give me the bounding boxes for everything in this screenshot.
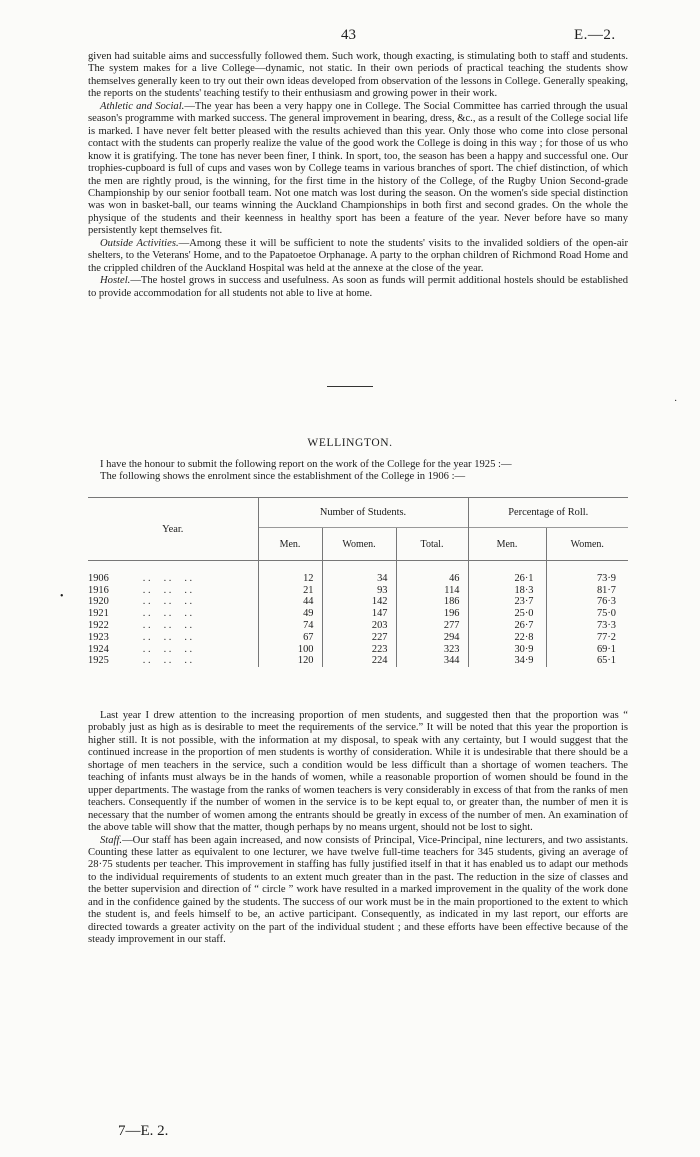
table-row bbox=[88, 585, 628, 597]
percentage-group-header: Percentage of Roll. bbox=[468, 498, 628, 528]
paragraph-lead: Athletic and Social. bbox=[100, 100, 185, 112]
paragraph-lead: Hostel. bbox=[100, 275, 131, 287]
page-number: 43 bbox=[341, 27, 356, 43]
year-value: 1916 bbox=[88, 584, 109, 596]
cell-pct-men: 25·0 bbox=[468, 608, 546, 620]
cell-year bbox=[88, 608, 258, 620]
students-group-header: Number of Students. bbox=[258, 498, 468, 528]
paragraph-outside-activities bbox=[88, 238, 628, 275]
paragraph-lead: Staff. bbox=[100, 834, 123, 846]
cell-women: 227 bbox=[322, 632, 396, 644]
cell-pct-women: 77·2 bbox=[546, 632, 628, 644]
enrolment-table bbox=[88, 497, 628, 667]
cell-year bbox=[88, 644, 258, 656]
table-group-header bbox=[88, 498, 628, 528]
cell-total: 186 bbox=[396, 596, 468, 608]
col-pct-men: Men. bbox=[468, 528, 546, 561]
paragraph-staff bbox=[88, 835, 628, 947]
intro-section bbox=[88, 51, 628, 300]
paragraph bbox=[88, 51, 628, 101]
cell-year bbox=[88, 632, 258, 644]
cell-men: 49 bbox=[258, 608, 322, 620]
closing-section bbox=[88, 710, 628, 947]
cell-pct-women: 81·7 bbox=[546, 585, 628, 597]
cell-men: 74 bbox=[258, 620, 322, 632]
paragraph-proportion bbox=[88, 710, 628, 835]
dot-leader: . . . . . . bbox=[142, 643, 193, 655]
cell-pct-men: 22·8 bbox=[468, 632, 546, 644]
dot-leader: . . . . . . bbox=[142, 584, 193, 596]
cell-pct-men: 23·7 bbox=[468, 596, 546, 608]
opening-line: The following shows the enrolment since the establishment of the College in 1906 :— bbox=[100, 471, 466, 483]
paragraph-lead: Outside Activities. bbox=[100, 237, 179, 249]
paragraph-hostel bbox=[88, 275, 628, 300]
signature-code: 7—E. 2. bbox=[118, 1123, 169, 1139]
paragraph-text: —Among these it will be sufficient to note the students' visits to the invalided soldiers of the open-air shelters, to the Veterans' Home, and to the Papatoetoe Orphanage. A party to the orphan children of Richmond Road Home and the crippled children of the Auckland Hospital was held at the annexe at the close of the year. bbox=[88, 237, 628, 274]
cell-women: 203 bbox=[322, 620, 396, 632]
margin-mark: · bbox=[674, 396, 678, 407]
cell-year bbox=[88, 596, 258, 608]
cell-pct-women: 75·0 bbox=[546, 608, 628, 620]
dot-leader: . . . . . . bbox=[142, 619, 193, 631]
cell-total: 294 bbox=[396, 632, 468, 644]
cell-women: 93 bbox=[322, 585, 396, 597]
table-spacer bbox=[88, 561, 628, 573]
table-row bbox=[88, 573, 628, 585]
paragraph-athletic-social bbox=[88, 101, 628, 238]
opening-line: I have the honour to submit the following report on the work of the College for the year 1925 :— bbox=[100, 459, 512, 470]
year-value: 1921 bbox=[88, 608, 109, 620]
cell-year bbox=[88, 655, 258, 667]
document-reference: E.—2. bbox=[574, 27, 616, 43]
paragraph-text: —The year has been a very happy one in College. The Social Committee has carried through the usual season's programme with marked success. The general improvement in bearing, dress, &c., as a result of the College social life is marked. I have never felt better pleased with the results achieved than this year. Only those who come into close personal contact with the students can properly realize the value of the good work the College is doing in this way ; for those of us who know it is gratifying. The tone has never been finer, I think. In sport, too, the season has been a happy and successful one. Our trophies-cupboard is full of cups and vases won by College teams in various branches of sport. The chief distinction, of which the men are rightly proud, is the winning, for the first time in the history of the College, of the Rugby Union Second-grade Championship by our senior football team. Not one match was lost during the season. On the women's side special distinction was won in basket-ball, our teams winning the Auckland Championships in both first and second grades. On the whole the physique of the students and their keenness in healthy sport has been a feature of the year. Never before have so many persistently kept themselves fit. bbox=[88, 100, 628, 237]
cell-pct-women: 69·1 bbox=[546, 644, 628, 656]
cell-men: 120 bbox=[258, 655, 322, 667]
table-row bbox=[88, 596, 628, 608]
year-value: 1924 bbox=[88, 643, 109, 655]
year-header: Year. bbox=[88, 498, 258, 561]
table-row bbox=[88, 632, 628, 644]
cell-total: 323 bbox=[396, 644, 468, 656]
cell-women: 142 bbox=[322, 596, 396, 608]
cell-pct-women: 73·3 bbox=[546, 620, 628, 632]
cell-year bbox=[88, 585, 258, 597]
cell-women: 223 bbox=[322, 644, 396, 656]
dot-leader: . . . . . . bbox=[142, 631, 193, 643]
cell-total: 277 bbox=[396, 620, 468, 632]
cell-pct-men: 26·1 bbox=[468, 573, 546, 585]
section-opening bbox=[88, 459, 628, 484]
cell-year bbox=[88, 620, 258, 632]
table-row bbox=[88, 655, 628, 667]
paragraph-text: —Our staff has been again increased, and now consists of Principal, Vice-Principal, nine lecturers, and two assistants. Counting these latter as equivalent to one lecturer, we have twelve full-time teachers for 345 students, giving an average of 28·75 students per teacher. This improvement in staffing has fully justified itself in that it has enabled us to adapt our methods to the individual requirements of students to an extent much greater than in the past. The reduction in the size of classes and the better supervision and direction of “ circle ” work have resulted in a marked improvement in the quality of the work done and in the confidence gained by the students. The success of our work must be in the main proportioned to the extent to which the student is, and feels himself to be, an active participant. Consequently, as indicated in my last report, our efforts are directed towards a greater activity on the part of the individual student ; and these efforts have been effective because of the steady improvement in our staff. bbox=[88, 834, 628, 946]
cell-pct-men: 30·9 bbox=[468, 644, 546, 656]
col-women: Women. bbox=[322, 528, 396, 561]
year-value: 1906 bbox=[88, 572, 109, 584]
cell-pct-men: 18·3 bbox=[468, 585, 546, 597]
section-divider bbox=[327, 386, 373, 387]
dot-leader: . . . . . . bbox=[142, 608, 193, 620]
section-title: WELLINGTON. bbox=[307, 437, 393, 449]
cell-men: 21 bbox=[258, 585, 322, 597]
col-men: Men. bbox=[258, 528, 322, 561]
cell-total: 46 bbox=[396, 573, 468, 585]
dot-leader: . . . . . . bbox=[142, 596, 193, 608]
page-header bbox=[0, 27, 700, 47]
cell-men: 67 bbox=[258, 632, 322, 644]
cell-total: 196 bbox=[396, 608, 468, 620]
cell-men: 12 bbox=[258, 573, 322, 585]
col-pct-women: Women. bbox=[546, 528, 628, 561]
cell-total: 344 bbox=[396, 655, 468, 667]
cell-year bbox=[88, 573, 258, 585]
cell-men: 44 bbox=[258, 596, 322, 608]
col-total: Total. bbox=[396, 528, 468, 561]
year-value: 1923 bbox=[88, 631, 109, 643]
margin-mark: • bbox=[60, 591, 64, 602]
cell-men: 100 bbox=[258, 644, 322, 656]
paragraph-text: given had suitable aims and successfully followed them. Such work, though exacting, is stimulating both to staff and students. The system makes for a live College—dynamic, not static. In their own periods of practical teaching the students show themselves generally keen to try out their own ideas developed from observation of the lessons in College. Generally speaking, the reports on the students' teaching testify to their enthusiasm and growing power in their work. bbox=[88, 51, 628, 100]
paragraph-text: Last year I drew attention to the increasing proportion of men students, and suggested then that the proportion was “ probably just as high as is desirable to meet the requirements of the service.” It will be noted that this year the proportion is higher still. It is not possible, with the information at my disposal, to speak with any certainty, but I would suggest that the continued increase in the proportion of men students is worthy of consideration. While it is undesirable that there should be a shortage of men teachers in the service, such a condition would be less difficult than a shortage of women teachers. The teaching of infants must always be in the hands of women, while a reasonable proportion of women should be found in the upper departments. The wastage from the ranks of women teachers is very considerably in excess of that from the ranks of men teachers. Consequently if the number of women in the service is to be kept equal to, or greater than, the number of men it is necessary that the number of women among the entrants should be greatly in excess of the number of men. An examination of the above table will show that the matter, though perhaps by no means urgent, should not be lost to sight. bbox=[88, 710, 628, 834]
paragraph-text: —The hostel grows in success and usefulness. As soon as funds will permit additional hostels should be established to provide accommodation for all students not able to live at home. bbox=[88, 275, 628, 299]
cell-women: 147 bbox=[322, 608, 396, 620]
table-row bbox=[88, 644, 628, 656]
year-value: 1922 bbox=[88, 619, 109, 631]
cell-women: 34 bbox=[322, 573, 396, 585]
year-value: 1920 bbox=[88, 596, 109, 608]
cell-pct-men: 26·7 bbox=[468, 620, 546, 632]
table-row bbox=[88, 620, 628, 632]
dot-leader: . . . . . . bbox=[142, 572, 193, 584]
cell-women: 224 bbox=[322, 655, 396, 667]
cell-total: 114 bbox=[396, 585, 468, 597]
year-value: 1925 bbox=[88, 655, 109, 667]
cell-pct-women: 76·3 bbox=[546, 596, 628, 608]
cell-pct-women: 73·9 bbox=[546, 573, 628, 585]
table-row bbox=[88, 608, 628, 620]
cell-pct-men: 34·9 bbox=[468, 655, 546, 667]
dot-leader: . . . . . . bbox=[142, 655, 193, 667]
cell-pct-women: 65·1 bbox=[546, 655, 628, 667]
